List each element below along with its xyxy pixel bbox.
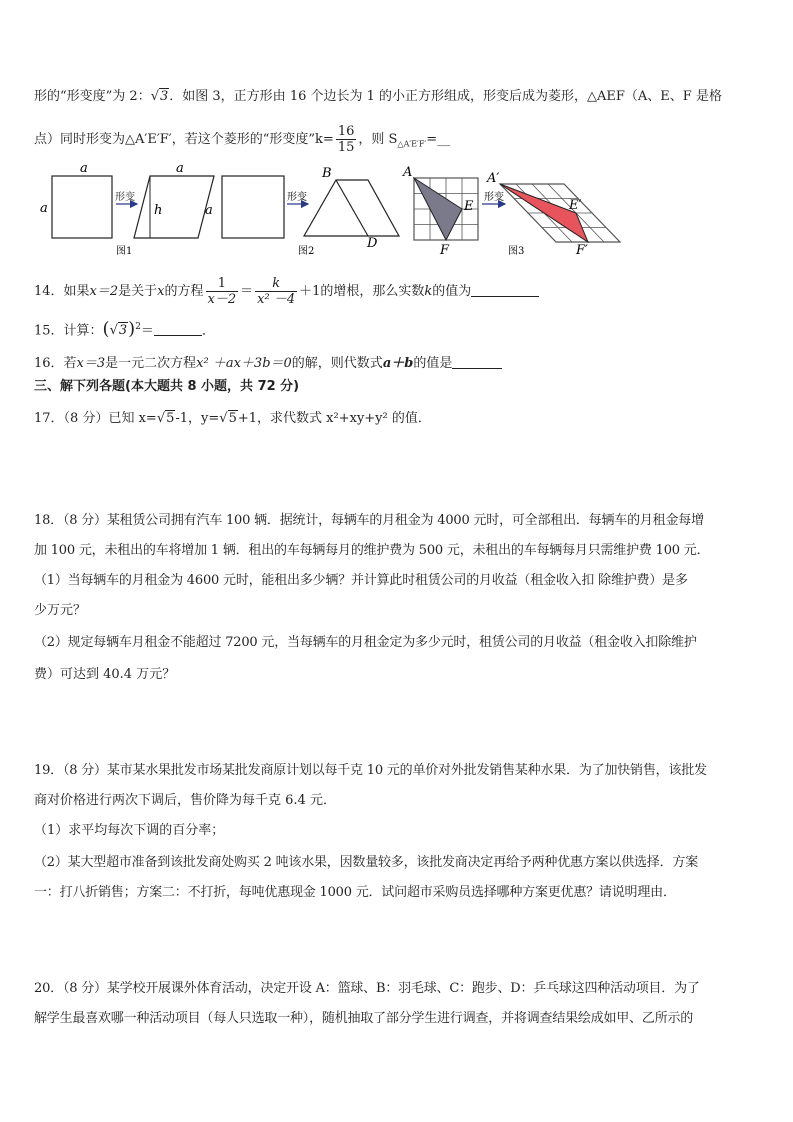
sqrt-3: √3 xyxy=(150,89,169,104)
q14-text-1: 14．如果 xyxy=(34,284,90,299)
fig3-label-E: E xyxy=(464,199,474,214)
q14-equals: ＝ xyxy=(240,284,254,299)
figures-panel xyxy=(0,158,793,258)
q16-line xyxy=(34,354,763,373)
fig3-triangle-A2E2F2 xyxy=(500,184,588,242)
fig2-label-B: B xyxy=(322,166,332,181)
q14-x: x xyxy=(157,284,165,299)
fig1-top-a2: a xyxy=(176,161,184,176)
fig3-label-F: F xyxy=(440,243,450,258)
q19-line-3: （1）求平均每次下调的百分率； xyxy=(34,823,225,838)
f2-denominator: x² －4 xyxy=(257,292,296,307)
radicand-5b: 5 xyxy=(228,411,237,426)
q15-answer-blank[interactable] xyxy=(154,321,202,336)
q15-equals: ＝ xyxy=(140,323,154,339)
q18-line-2: 加 100 元，未租出的车将增加 1 辆．租出的车每辆每月的维护费为 500 元，未租出的车每辆每月只需维护费 100 元． xyxy=(34,543,710,558)
fig3-label-F2: F′ xyxy=(576,243,588,258)
q19-line-5: 一：打八折销售；方案二：不打折，每吨优惠现金 1000 元．试问超市采购员选择哪种方案更优惠？请说明理由． xyxy=(34,885,676,900)
fig2-diagonal xyxy=(336,180,368,236)
area-subscript: △A′E′F′ xyxy=(397,139,427,149)
q17-line xyxy=(34,410,763,428)
k-numerator: 16 xyxy=(337,124,355,139)
f1-numerator: 1 xyxy=(217,276,226,291)
radicand-5a: 5 xyxy=(166,411,175,426)
q15-line xyxy=(34,318,763,340)
fig2-caption: 图2 xyxy=(298,246,315,257)
q14-k: k xyxy=(424,284,433,299)
k-denominator: 15 xyxy=(337,140,355,155)
q14-text-2: 是关于 xyxy=(118,284,158,299)
fig1-top-a: a xyxy=(80,161,88,176)
fig3-label-A2: A′ xyxy=(487,171,500,186)
q16-text-2: 是一元二次方程 xyxy=(105,356,197,371)
q13-line2 xyxy=(34,124,763,155)
q18-line-1: 18．（8 分）某租赁公司拥有汽车 100 辆．据统计，每辆车的月租金为 4000 元时，可全部租出．每辆车的月租金每增 xyxy=(34,513,704,528)
fig3-label-A: A xyxy=(403,165,413,180)
q14-answer-blank[interactable] xyxy=(471,282,539,297)
sqrt-5-a: √5 xyxy=(156,411,175,426)
q16-answer-blank[interactable] xyxy=(452,354,502,369)
fig1-left-a: a xyxy=(40,201,48,216)
q13-text-5: =__ xyxy=(426,132,451,147)
fig3-caption: 图3 xyxy=(508,246,525,257)
section-3-heading: 三、解下列各题(本大题共 8 小题，共 72 分) xyxy=(34,379,300,394)
q16-text-1: 16．若 xyxy=(34,356,77,371)
q16-equation: x² ＋ax＋3b＝0 xyxy=(196,356,292,371)
q19-line-4: （2）某大型超市准备到该批发商处购买 2 吨该水果，因数量较多，该批发商决定再给予两种优惠方案以供选择．方案 xyxy=(34,855,699,870)
fig1-parallelogram xyxy=(134,176,214,238)
q17-text-2: -1，y= xyxy=(175,411,220,426)
q13-text-3: 点）同时形变为△A′E′F′，若这个菱形的“形变度”k= xyxy=(34,132,334,147)
f1-denominator: x－2 xyxy=(207,292,237,307)
fig1-arrow-label: 形变 xyxy=(115,192,135,203)
q17-text-3: +1，求代数式 x²+xy+y² 的值． xyxy=(237,411,431,426)
q14-text-5: 的值为 xyxy=(432,284,472,299)
q14-fraction-1 xyxy=(206,276,239,307)
q15-paren-open: ( xyxy=(102,318,110,340)
q20-line-1: 20．（8 分）某学校开展课外体育活动，决定开设 A：篮球、B：羽毛球、C：跑步、D：乒乓球这四种活动项目．为了 xyxy=(34,981,700,996)
fig3-arrow-label: 形变 xyxy=(484,192,504,203)
q18-line-5: （2）规定每辆车月租金不能超过 7200 元，当每辆车的月租金定为多少元时，租赁公司的月收益（租金收入扣除维护 xyxy=(34,635,697,650)
fig1-h: h xyxy=(154,203,163,218)
q15-text-1: 15．计算： xyxy=(34,323,103,339)
q17-text-1: 17．（8 分）已知 x= xyxy=(34,411,157,426)
sqrt-5-b: √5 xyxy=(219,411,237,426)
q13-text-4: ，则 S xyxy=(358,132,398,147)
q15-exponent: 2 xyxy=(135,322,141,332)
fig2-square xyxy=(222,176,284,238)
q19-line-1: 19．（8 分）某市某水果批发市场某批发商原计划以每千克 10 元的单价对外批发销售某种水果．为了加快销售，该批发 xyxy=(34,763,707,778)
q14-line xyxy=(34,276,763,307)
fig1-right-a: a xyxy=(205,203,213,218)
radicand: 3 xyxy=(160,89,169,104)
q16-a-plus-b: a＋b xyxy=(382,356,414,371)
q18-line-6: 费）可达到 40.4 万元？ xyxy=(34,667,176,682)
q14-text-3: 的方程 xyxy=(164,284,204,299)
sqrt-3-b: √3 xyxy=(109,323,128,339)
q14-fraction-2 xyxy=(255,276,297,307)
fig1-caption: 图1 xyxy=(116,246,133,257)
q13-text-1: 形的“形变度”为 2： xyxy=(34,89,151,104)
q14-text-4: ＋1的增根，那么实数 xyxy=(299,284,425,299)
q15-paren-close: ) xyxy=(128,318,136,340)
radicand-b: 3 xyxy=(118,323,128,339)
q18-line-4: 少万元？ xyxy=(34,603,87,618)
q15-period: ． xyxy=(201,323,215,339)
q16-text-4: 的值是 xyxy=(413,356,453,371)
q18-line-3: （1）当每辆车的月租金为 4600 元时，能租出多少辆？并计算此时租赁公司的月收益（租金收入扣 除维护费）是多 xyxy=(34,573,688,588)
q16-text-3: 的解，则代数式 xyxy=(291,356,383,371)
fig1-square xyxy=(52,176,112,238)
fig3-label-E2: E′ xyxy=(569,198,582,213)
fig2-label-D: D xyxy=(367,236,378,251)
fig2-arrow-label: 形变 xyxy=(287,192,307,203)
q13-text-2: ．如图 3，正方形由 16 个边长为 1 的小正方形组成，形变后成为菱形，△AEF（A、E、F 是格 xyxy=(169,89,722,104)
q16-x-eq-3: x＝3 xyxy=(76,356,106,371)
q14-x-eq-2: x＝2 xyxy=(89,284,119,299)
k-fraction xyxy=(336,124,357,155)
q13-line1 xyxy=(34,88,763,106)
f2-numerator: k xyxy=(272,276,281,291)
q20-line-2: 解学生最喜欢哪一种活动项目（每人只选取一种），随机抽取了部分学生进行调查，并将调查结果绘成如甲、乙所示的 xyxy=(34,1011,694,1026)
q19-line-2: 商对价格进行两次下调后，售价降为每千克 6.4 元． xyxy=(34,793,336,808)
